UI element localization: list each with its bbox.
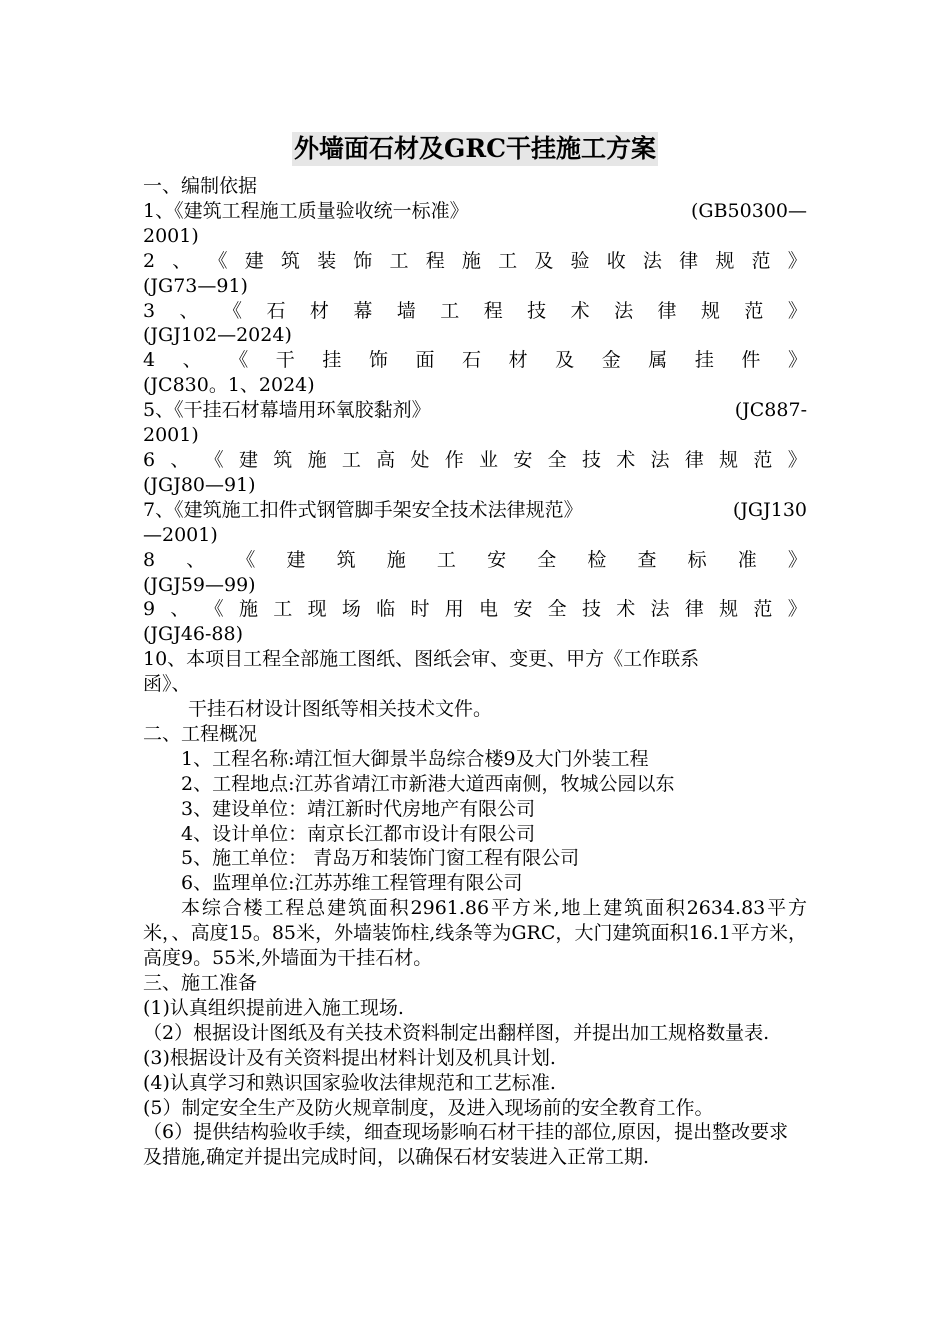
basis-item-4-line1: [143, 348, 807, 373]
basis-item-char: 、: [170, 598, 190, 621]
basis-item-7-line1: [143, 498, 807, 523]
basis-item-char: 《: [222, 299, 242, 322]
basis-item-char: 《: [236, 548, 256, 571]
basis-item-char: 全: [547, 448, 567, 471]
basis-item-1-line2: 2001): [143, 224, 199, 247]
basis-item-char: 2: [143, 249, 156, 272]
basis-item-char: 法: [614, 299, 634, 322]
basis-item-char: 金: [601, 349, 621, 372]
basis-item-char: 施: [386, 548, 406, 571]
basis-item-char: 》: [787, 299, 807, 322]
basis-item-char: 干: [275, 349, 295, 372]
basis-item-10-line3: 干挂石材设计图纸等相关技术文件。: [188, 698, 493, 721]
basis-item-char: 建: [286, 548, 306, 571]
basis-item-char: 施: [461, 249, 481, 272]
basis-item-char: 法: [642, 249, 662, 272]
basis-item-char: 验: [570, 249, 590, 272]
basis-item-char: 面: [415, 349, 435, 372]
basis-item-char: 》: [787, 249, 807, 272]
basis-item-char: 石: [462, 349, 482, 372]
basis-item-char: 挂: [694, 349, 714, 372]
document-page: [143, 128, 807, 1170]
basis-item-char: 工: [436, 548, 456, 571]
document-title: 外墙面石材及GRC干挂施工方案: [292, 132, 658, 166]
basis-item-char: 范: [753, 448, 773, 471]
preparation-item: （2）根据设计图纸及有关技术资料制定出翻样图，并提出加工规格数量表.: [143, 1021, 770, 1044]
basis-item-char: 筑: [336, 548, 356, 571]
basis-item-char: 全: [537, 548, 557, 571]
basis-item-char: 、: [179, 299, 199, 322]
overview-item: 1、工程名称:靖江恒大御景半岛综合楼9及大门外装工程: [181, 747, 649, 770]
basis-item-char: 规: [700, 299, 720, 322]
basis-item-9-line2: (JGJ46-88): [143, 623, 244, 646]
basis-item-char: 法: [650, 448, 670, 471]
preparation-item: (5）制定安全生产及防火规章制度，及进入现场前的安全教育工作。: [143, 1096, 714, 1119]
basis-item-char: 安: [513, 598, 533, 621]
overview-paragraph: 本综合楼工程总建筑面积2961.86平方米,地上建筑面积2634.83平方米，、高度15。85米，外墙装饰柱,线条等为GRC，大门建筑面积16.1平方米，高度9。55米,外墙面为干挂石材。: [143, 897, 807, 970]
basis-item-5-line2: 2001): [143, 424, 199, 447]
basis-item-char: 技: [581, 448, 601, 471]
basis-item-char: 材: [508, 349, 528, 372]
basis-item-char: 《: [204, 598, 224, 621]
basis-item-char: 律: [684, 598, 704, 621]
basis-item-char: 收: [606, 249, 626, 272]
basis-item-char: 全: [547, 598, 567, 621]
basis-item-char: 术: [616, 448, 636, 471]
basis-item-char: 施: [238, 598, 258, 621]
basis-item-char: 现: [307, 598, 327, 621]
basis-item-char: 法: [650, 598, 670, 621]
basis-item-10-line1: 10、本项目工程全部施工图纸、图纸会审、变更、甲方《工作联系: [143, 648, 700, 671]
basis-item-char: 工: [440, 299, 460, 322]
basis-item-char: 程: [483, 299, 503, 322]
basis-item-char: 》: [787, 448, 807, 471]
basis-item-char: 筑: [280, 249, 300, 272]
basis-item-char: 》: [787, 598, 807, 621]
basis-item-char: 筑: [273, 448, 293, 471]
basis-item-4-line2: (JC830。1、2024): [143, 374, 315, 397]
basis-item-char: 业: [479, 448, 499, 471]
basis-item-char: 6: [143, 448, 156, 471]
basis-item-char: 幕: [353, 299, 373, 322]
basis-item-char: 临: [376, 598, 396, 621]
basis-item-char: 规: [719, 598, 739, 621]
preparation-item: (4)认真学习和熟识国家验收法律规范和工艺标准.: [143, 1071, 556, 1094]
basis-item-char: 用: [444, 598, 464, 621]
basis-item-char: 准: [737, 548, 757, 571]
section-heading-basis: 一、编制依据: [143, 175, 258, 197]
basis-item-char: 及: [534, 249, 554, 272]
basis-item-code: (GB50300—: [691, 199, 807, 222]
basis-item-code: (JGJ130: [732, 498, 807, 521]
basis-item-char: 技: [581, 598, 601, 621]
basis-item-char: 墙: [396, 299, 416, 322]
basis-item-char: 术: [570, 299, 590, 322]
basis-item-char: 及: [555, 349, 575, 372]
basis-item-3-line1: [143, 299, 807, 324]
basis-item-char: 工: [389, 249, 409, 272]
overview-item: 4、设计单位：南京长江都市设计有限公司: [181, 822, 536, 845]
basis-item-char: 工: [341, 448, 361, 471]
basis-item-10-line2: 函》、: [143, 673, 191, 696]
basis-item-char: 件: [741, 349, 761, 372]
basis-item-char: 属: [648, 349, 668, 372]
basis-item-char: 建: [238, 448, 258, 471]
basis-item-char: 场: [341, 598, 361, 621]
basis-item-char: 程: [425, 249, 445, 272]
basis-item-code: (JC887-: [734, 399, 807, 422]
basis-item-char: 电: [479, 598, 499, 621]
basis-item-char: 挂: [322, 349, 342, 372]
basis-item-char: 工: [273, 598, 293, 621]
basis-item-char: 、: [170, 448, 190, 471]
basis-item-char: 作: [444, 448, 464, 471]
basis-item-8-line1: [143, 548, 807, 573]
basis-item-char: 8: [143, 548, 156, 571]
basis-item-6-line2: (JGJ80—91): [143, 473, 256, 496]
basis-item-2-line1: [143, 249, 807, 274]
basis-item-char: 、: [186, 548, 206, 571]
title-container: [143, 128, 807, 174]
basis-item-char: 处: [410, 448, 430, 471]
basis-item-char: 饰: [353, 249, 373, 272]
basis-item-char: 材: [309, 299, 329, 322]
overview-item: 6、监理单位:江苏苏维工程管理有限公司: [181, 872, 523, 895]
basis-item-char: 标: [687, 548, 707, 571]
basis-item-9-line1: [143, 597, 807, 622]
basis-item-char: 饰: [368, 349, 388, 372]
basis-item-title: 7、《建筑施工扣件式钢管脚手架安全技术法律规范》: [143, 498, 583, 521]
section-heading-preparation: 三、施工准备: [143, 972, 258, 994]
basis-item-char: 范: [753, 598, 773, 621]
basis-item-char: 术: [616, 598, 636, 621]
overview-item: 3、建设单位：靖江新时代房地产有限公司: [181, 797, 536, 820]
basis-item-1-line1: [143, 199, 807, 224]
preparation-item: (3)根据设计及有关资料提出材料计划及机具计划.: [143, 1046, 556, 1069]
basis-item-5-line1: [143, 398, 807, 423]
basis-item-char: 范: [744, 299, 764, 322]
basis-item-char: 、: [172, 249, 192, 272]
basis-item-char: 9: [143, 598, 156, 621]
basis-item-char: 石: [266, 299, 286, 322]
basis-item-char: 《: [229, 349, 249, 372]
basis-item-char: 律: [684, 448, 704, 471]
basis-item-char: 3: [143, 299, 156, 322]
overview-item: 2、工程地点:江苏省靖江市新港大道西南侧，牧城公园以东: [181, 772, 675, 795]
basis-item-8-line2: (JGJ59—99): [143, 573, 256, 596]
basis-item-7-line2: —2001): [143, 523, 218, 546]
basis-item-char: 《: [208, 249, 228, 272]
basis-item-char: 时: [410, 598, 430, 621]
basis-item-char: 检: [587, 548, 607, 571]
basis-item-char: 工: [498, 249, 518, 272]
basis-item-char: 4: [143, 349, 156, 372]
basis-item-char: 范: [751, 249, 771, 272]
basis-item-char: 》: [787, 349, 807, 372]
basis-item-char: 律: [679, 249, 699, 272]
basis-item-char: 装: [317, 249, 337, 272]
basis-item-3-line2: (JGJ102—2024): [143, 324, 292, 347]
basis-item-char: 律: [657, 299, 677, 322]
basis-item-char: 高: [376, 448, 396, 471]
basis-item-title: 5、《干挂石材幕墙用环氧胶黏剂》: [143, 399, 431, 422]
basis-item-char: 规: [719, 448, 739, 471]
basis-item-6-line1: [143, 448, 807, 473]
preparation-item: (1)认真组织提前进入施工现场.: [143, 996, 404, 1019]
basis-item-char: 施: [307, 448, 327, 471]
overview-item: 5、施工单位： 青岛万和装饰门窗工程有限公司: [181, 847, 580, 870]
basis-list: [143, 199, 807, 647]
basis-item-char: 安: [513, 448, 533, 471]
basis-item-2-line2: (JG73—91): [143, 274, 248, 297]
basis-item-char: 查: [637, 548, 657, 571]
basis-item-char: 建: [244, 249, 264, 272]
basis-item-title: 1、《建筑工程施工质量验收统一标准》: [143, 199, 469, 222]
preparation-item: （6）提供结构验收手续，细查现场影响石材干挂的部位,原因，提出整改要求及措施,确定并提出完成时间，以确保石材安装进入正常工期.: [143, 1121, 789, 1169]
basis-item-char: 技: [527, 299, 547, 322]
basis-item-char: 《: [204, 448, 224, 471]
basis-item-char: 、: [182, 349, 202, 372]
basis-item-char: 安: [487, 548, 507, 571]
section-heading-overview: 二、工程概况: [143, 722, 258, 745]
basis-item-char: 规: [715, 249, 735, 272]
basis-item-char: 》: [787, 548, 807, 571]
